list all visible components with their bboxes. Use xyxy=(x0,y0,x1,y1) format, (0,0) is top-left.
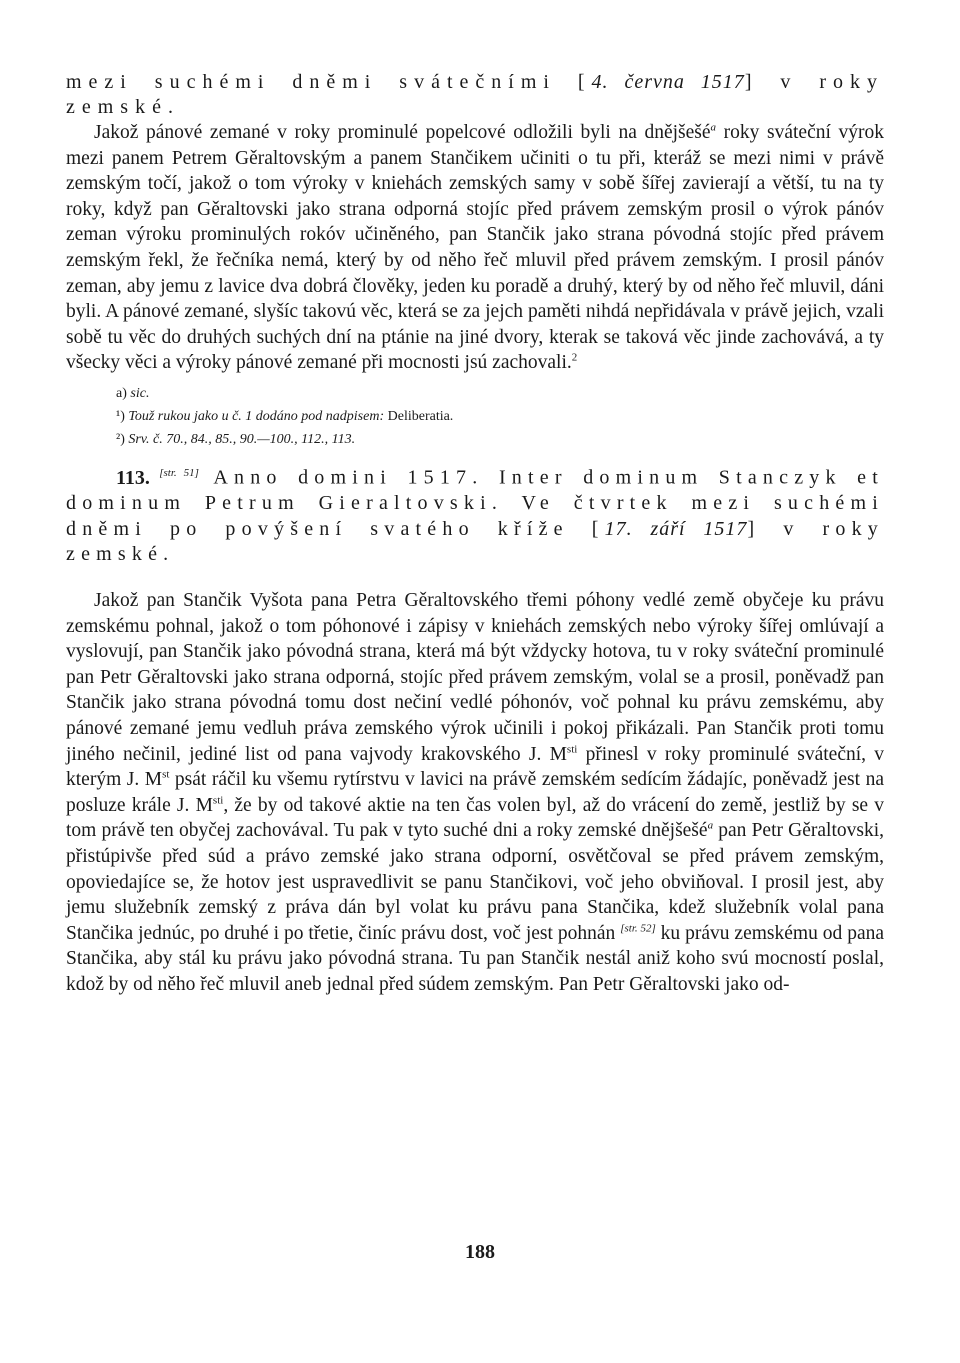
footnote-mark-a: a xyxy=(710,121,717,134)
paragraph-2-part-3: psát ráčil ku všemu rytírstvu v lavici na právě zemském sedícím žádajíc, poněvadž jest na posluze krále J. M xyxy=(66,769,884,816)
entry-title-b: ] v roky zemské. xyxy=(66,517,885,566)
superscript-st: st xyxy=(162,768,170,781)
footnote-1-text: Deliberatia. xyxy=(384,408,454,424)
header-date: 4. června 1517 xyxy=(591,71,745,93)
paragraph-2-part-4: , že by od takové aktie na ten čas volen byl, až do vrácení do země, jestliž by se v tom právě ten obyčej zachovával. Tu pak v tyto suché dni a roky zemské dnějšešé xyxy=(66,794,885,842)
footnote-1-italic: Touž rukou jako u č. 1 dodáno pod nadpisem: xyxy=(128,408,385,424)
superscript-sti-1: sti xyxy=(566,743,578,756)
paragraph-2-part-5: pan Petr Gěraltovski, přistúpivše před súd a právo zemské jako strana odporní, osvětčoval se před právem zemským, opoviedajíce se, že hotov jest uspravedlivit se panu Stančikovi, voč jeho obviňoval. I prosil jest, aby jemu služebník zemský z práva dán byl volat ku právu pana Stančika, kdež služebník volal pana Stančika jednúc, po druhé i po třetie, činíc právu dost, voč jest pohnán xyxy=(66,820,885,944)
paragraph-1 xyxy=(66,120,884,376)
header-text-b: ] v roky zemské. xyxy=(66,71,884,118)
footnote-mark-a-2: a xyxy=(707,819,714,832)
entry-title-a: Anno domini 1517. Inter dominum Stanczyk et dominum Petrum Gieraltovski. Ve čtvrtek mezi suchémi dněmi po povýšení svatého kříže [ xyxy=(66,466,885,540)
entry-number: 113. xyxy=(116,466,150,489)
header-text-a: mezi suchémi dněmi svátečními [ xyxy=(66,71,592,93)
entry-page-ref: [str. 51] xyxy=(159,466,199,479)
paragraph-2 xyxy=(66,588,884,998)
page-number: 188 xyxy=(465,1241,495,1263)
document-page xyxy=(66,70,884,997)
paragraph-2-part-2: přinesl v roky prominulé sváteční, v kterým J. M xyxy=(66,743,885,791)
footnote-a xyxy=(116,382,884,405)
section-header xyxy=(66,70,884,120)
footnote-mark-2: 2 xyxy=(571,351,578,364)
footnote-a-text: sic. xyxy=(130,385,150,401)
footnote-2-mark: ²) xyxy=(116,431,125,447)
paragraph-1-text-a: Jakož pánové zemané v roky prominulé popelcové odložili byli na dnějšešé xyxy=(94,122,711,143)
page-ref-52: [str. 52] xyxy=(620,922,656,935)
footnote-2-italic: Srv. č. 70., 84., 85., 90.—100., 112., 113. xyxy=(128,431,356,447)
paragraph-2-part-6: ku právu zemskému od pana Stančika, aby stál ku právu jako póvodná strana. Tu pan Stančik nestál aniž koho svú mocností poslal, kdož by od něho řeč mluvil aneb jednal před súdem zemským. Pan Petr Gěraltovski jako od- xyxy=(66,922,884,995)
paragraph-1-text-b: roky sváteční výrok mezi panem Petrem Gěraltovským a panem Stančikem učiniti o tu při, kteráž se mezi nimi v právě zemským točí, jakož o tom výroky v kniehách zemských samy v sobě šířej zavierají a větší, tu na ty roky, když pan Gěraltovski jako strana odporná stojíc před právem zemským prosil o výrok pánóv zeman výroku prominulých rokóv učiněného, pan Stančik jako strana póvodná stojíc před právem zemským řekl, že řečníka nemá, který by od něho řeč mluvil před právem zemským. I prosil pánóv zeman, aby jemu z lavice dva dobrá člověky, jeden ku poradě a druhý, který by od něho řeč mluvil, dáni byli. A pánové zemané, slyšíc takovú věc, která se za jejch paměti nihdá nepřidávala v právě jejich, vzali sobě tu věc do druhých suchých dní na ptánie na jiné dvory, kterak se taková věc jinde zachovává, a ty všecky věci a výroky pánové zemané při mocnosti jsú zachovali. xyxy=(66,122,884,374)
entry-date: 17. září 1517 xyxy=(604,517,748,540)
footnote-1-mark: ¹) xyxy=(116,408,125,424)
footnotes xyxy=(116,382,884,451)
entry-heading xyxy=(66,461,884,568)
paragraph-2-part-1: Jakož pan Stančik Vyšota pana Petra Gěraltovského třemi póhony vedlé země obyčeje ku právu zemskému pohnal, jakož o tom póhonové i zápisy v kniehách zemských nebo výroky šířej omlúvají a vyslovují, pan Stančik jako póvodná strana, která má být vždycky hotova, tu v roky sváteční prominulé pan Petr Gěraltovski jako strana odporná, stojíc před právem zemským, volal se a prosil, poněvadž pan Stančik jako strana póvodná tomu dost nečiní vedlé póhonóv, voč pohnal ku právu zemskému, aby pánové zemané jemu vedluh práva zemského výrok učinili i pokoj přikázali. Pan Stančik proti tomu jiného nečinil, jediné list od pana vajvody krakovského J. M xyxy=(66,589,884,765)
footnote-a-mark: a) xyxy=(116,385,127,401)
footnote-2 xyxy=(116,428,884,451)
footnote-1 xyxy=(116,405,884,428)
superscript-sti-2: sti xyxy=(212,794,224,807)
